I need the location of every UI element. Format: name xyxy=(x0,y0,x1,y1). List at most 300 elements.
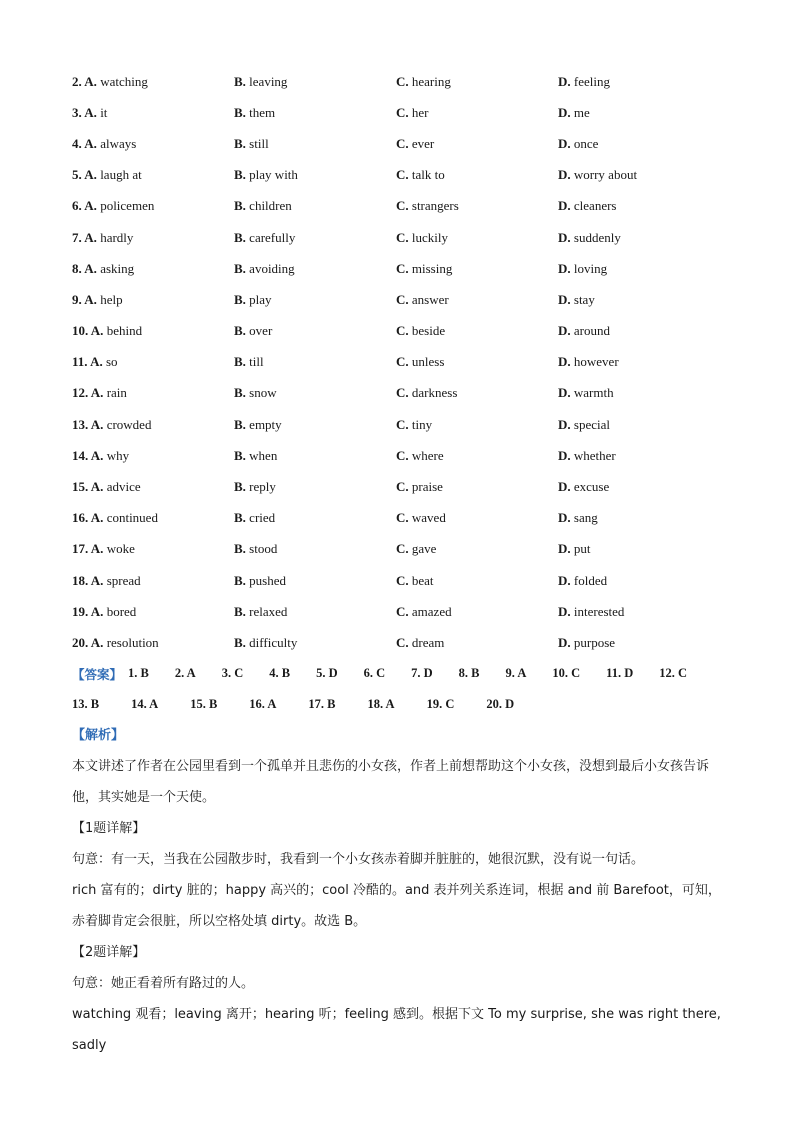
option-row xyxy=(72,440,720,471)
question-2-sentence: 句意：她正看着所有路过的人。 xyxy=(72,976,255,991)
option-cell xyxy=(72,354,234,370)
option-cell xyxy=(72,479,234,495)
option-text: woke xyxy=(106,541,135,557)
option-letter: A. xyxy=(90,354,106,370)
option-text: advice xyxy=(106,479,141,495)
option-letter: B. xyxy=(234,541,250,557)
option-row xyxy=(72,97,720,128)
option-row xyxy=(72,565,720,596)
option-text: why xyxy=(106,447,130,463)
option-letter: D. xyxy=(558,572,574,588)
option-letter: C. xyxy=(396,572,412,588)
option-letter: A. xyxy=(84,135,101,151)
option-letter: B. xyxy=(234,260,250,276)
option-letter: A. xyxy=(90,323,107,339)
option-letter: C. xyxy=(396,510,412,526)
question-number: 16. xyxy=(72,510,91,526)
option-letter: A. xyxy=(84,104,101,120)
option-cell xyxy=(72,230,234,246)
option-cell xyxy=(234,261,396,277)
option-cell xyxy=(234,573,396,589)
option-cell xyxy=(72,292,234,308)
option-text: around xyxy=(573,323,610,339)
option-cell xyxy=(234,105,396,121)
option-text: reply xyxy=(249,479,276,495)
option-cell xyxy=(72,136,234,152)
option-letter: C. xyxy=(396,354,412,370)
option-letter: A. xyxy=(84,73,101,89)
option-text: beside xyxy=(411,323,446,339)
option-cell xyxy=(396,448,558,464)
option-letter: D. xyxy=(558,291,574,307)
option-letter: D. xyxy=(558,447,574,463)
option-letter: B. xyxy=(234,135,250,151)
option-text: resolution xyxy=(106,634,159,650)
option-text: always xyxy=(100,135,137,151)
option-cell xyxy=(234,479,396,495)
answer-key xyxy=(72,658,713,720)
option-text: asking xyxy=(100,260,135,276)
option-letter: C. xyxy=(396,447,412,463)
option-letter: C. xyxy=(396,323,412,339)
option-text: carefully xyxy=(249,229,296,245)
option-letter: D. xyxy=(558,479,574,495)
option-text: when xyxy=(249,447,278,463)
option-letter: A. xyxy=(84,198,101,214)
options-table xyxy=(72,66,720,659)
option-letter: C. xyxy=(396,260,412,276)
option-text: cried xyxy=(249,510,276,526)
option-letter: B. xyxy=(234,323,250,339)
answer-item: 8. B xyxy=(458,666,480,680)
option-text: purpose xyxy=(573,634,616,650)
option-letter: B. xyxy=(234,603,250,619)
option-text: luckily xyxy=(411,229,448,245)
option-cell xyxy=(558,136,720,152)
option-cell xyxy=(72,167,234,183)
option-text: her xyxy=(411,104,429,120)
option-letter: C. xyxy=(396,229,412,245)
option-letter: A. xyxy=(90,634,107,650)
option-letter: C. xyxy=(396,135,412,151)
option-cell xyxy=(396,541,558,557)
option-letter: D. xyxy=(558,634,574,650)
option-text: put xyxy=(573,541,591,557)
option-row xyxy=(72,596,720,627)
option-text: still xyxy=(249,135,269,151)
answer-item: 12. C xyxy=(659,666,688,680)
option-cell xyxy=(396,385,558,401)
option-text: pushed xyxy=(249,572,287,588)
option-letter: C. xyxy=(396,385,412,401)
option-letter: A. xyxy=(90,510,107,526)
option-text: praise xyxy=(411,479,443,495)
option-text: spread xyxy=(106,572,141,588)
option-text: dream xyxy=(411,634,445,650)
option-letter: C. xyxy=(396,167,412,183)
question-number: 3. xyxy=(72,104,85,120)
option-cell xyxy=(234,510,396,526)
option-letter: B. xyxy=(234,385,250,401)
option-cell xyxy=(558,448,720,464)
option-letter: B. xyxy=(234,198,250,214)
option-cell xyxy=(396,292,558,308)
option-text: snow xyxy=(249,385,277,401)
answer-item: 18. A xyxy=(367,697,395,711)
option-text: stay xyxy=(573,291,595,307)
answer-item: 10. C xyxy=(552,666,581,680)
option-letter: A. xyxy=(90,385,107,401)
option-cell xyxy=(558,635,720,651)
option-row xyxy=(72,284,720,315)
answer-item: 15. B xyxy=(190,697,218,711)
option-text: strangers xyxy=(411,198,459,214)
option-cell xyxy=(558,167,720,183)
question-number: 8. xyxy=(72,260,85,276)
option-text: answer xyxy=(411,291,449,307)
option-text: watching xyxy=(100,73,148,89)
question-number: 17. xyxy=(72,541,91,557)
question-number: 13. xyxy=(72,416,91,432)
option-text: difficulty xyxy=(249,634,298,650)
option-row xyxy=(72,253,720,284)
question-number: 9. xyxy=(72,291,85,307)
option-text: me xyxy=(573,104,590,120)
option-letter: D. xyxy=(558,104,574,120)
option-row xyxy=(72,627,720,658)
option-letter: A. xyxy=(84,167,101,183)
option-cell xyxy=(396,573,558,589)
option-text: cleaners xyxy=(573,198,617,214)
option-cell xyxy=(234,635,396,651)
option-row xyxy=(72,191,720,222)
option-text: sang xyxy=(573,510,598,526)
option-letter: D. xyxy=(558,603,574,619)
option-text: interested xyxy=(573,603,625,619)
option-letter: C. xyxy=(396,416,412,432)
option-cell xyxy=(558,354,720,370)
option-cell xyxy=(396,354,558,370)
answer-item: 2. A xyxy=(174,666,196,680)
option-cell xyxy=(396,635,558,651)
option-letter: B. xyxy=(234,416,250,432)
option-letter: D. xyxy=(558,323,574,339)
option-cell xyxy=(558,573,720,589)
option-text: hardly xyxy=(100,229,134,245)
option-cell xyxy=(72,604,234,620)
option-row xyxy=(72,409,720,440)
option-cell xyxy=(72,105,234,121)
option-letter: C. xyxy=(396,541,412,557)
question-number: 19. xyxy=(72,603,91,619)
option-cell xyxy=(396,479,558,495)
option-row xyxy=(72,347,720,378)
question-number: 15. xyxy=(72,479,91,495)
question-number: 12. xyxy=(72,385,91,401)
option-letter: D. xyxy=(558,167,574,183)
option-text: suddenly xyxy=(573,229,621,245)
option-cell xyxy=(234,541,396,557)
option-letter: C. xyxy=(396,198,412,214)
question-number: 6. xyxy=(72,198,85,214)
option-row xyxy=(72,503,720,534)
question-number: 5. xyxy=(72,167,85,183)
answer-item: 9. A xyxy=(505,666,527,680)
option-letter: D. xyxy=(558,541,574,557)
option-text: warmth xyxy=(573,385,614,401)
question-number: 4. xyxy=(72,135,85,151)
option-cell xyxy=(396,510,558,526)
option-text: excuse xyxy=(573,479,610,495)
option-letter: A. xyxy=(84,291,101,307)
option-text: tiny xyxy=(411,416,433,432)
option-text: rain xyxy=(106,385,127,401)
option-text: missing xyxy=(411,260,453,276)
option-row xyxy=(72,471,720,502)
option-cell xyxy=(396,105,558,121)
answer-item: 4. B xyxy=(269,666,291,680)
option-cell xyxy=(558,604,720,620)
option-letter: B. xyxy=(234,104,250,120)
option-text: children xyxy=(249,198,292,214)
option-cell xyxy=(234,292,396,308)
option-text: bored xyxy=(106,603,137,619)
option-cell xyxy=(234,198,396,214)
option-letter: A. xyxy=(90,447,107,463)
option-cell xyxy=(72,573,234,589)
option-letter: C. xyxy=(396,479,412,495)
option-letter: D. xyxy=(558,135,574,151)
option-text: special xyxy=(573,416,610,432)
option-row xyxy=(72,378,720,409)
question-number: 11. xyxy=(72,354,91,370)
option-text: ever xyxy=(411,135,435,151)
option-letter: B. xyxy=(234,572,250,588)
option-text: continued xyxy=(106,510,158,526)
option-letter: B. xyxy=(234,634,250,650)
answer-line-1 xyxy=(72,658,713,689)
option-text: empty xyxy=(249,416,282,432)
option-cell xyxy=(72,635,234,651)
answer-item: 13. B xyxy=(72,697,100,711)
option-cell xyxy=(396,323,558,339)
option-text: stood xyxy=(249,541,278,557)
option-text: however xyxy=(573,354,619,370)
option-text: talk to xyxy=(411,167,445,183)
option-letter: A. xyxy=(84,229,101,245)
option-letter: B. xyxy=(234,447,250,463)
answer-item: 6. C xyxy=(363,666,386,680)
option-cell xyxy=(72,198,234,214)
option-text: over xyxy=(249,323,273,339)
option-text: gave xyxy=(411,541,437,557)
option-cell xyxy=(72,261,234,277)
question-number: 14. xyxy=(72,447,91,463)
option-letter: A. xyxy=(84,260,101,276)
option-letter: C. xyxy=(396,73,412,89)
analysis-section xyxy=(72,720,732,1061)
answer-item: 1. B xyxy=(128,666,149,680)
option-letter: A. xyxy=(90,572,107,588)
option-cell xyxy=(558,292,720,308)
option-letter: A. xyxy=(90,479,107,495)
option-cell xyxy=(234,167,396,183)
option-text: play xyxy=(249,291,272,307)
option-letter: D. xyxy=(558,354,574,370)
option-cell xyxy=(558,74,720,90)
option-row xyxy=(72,128,720,159)
option-cell xyxy=(234,230,396,246)
option-text: it xyxy=(100,104,108,120)
option-cell xyxy=(234,604,396,620)
option-text: leaving xyxy=(249,73,288,89)
option-row xyxy=(72,222,720,253)
option-text: waved xyxy=(411,510,446,526)
option-text: where xyxy=(411,447,444,463)
option-letter: C. xyxy=(396,603,412,619)
option-cell xyxy=(72,417,234,433)
option-letter: A. xyxy=(90,603,107,619)
option-text: relaxed xyxy=(249,603,288,619)
analysis-summary: 本文讲述了作者在公园里看到一个孤单并且悲伤的小女孩，作者上前想帮助这个小女孩，没想到最后小女孩告诉他，其实她是一个天使。 xyxy=(72,759,710,805)
question-number: 2. xyxy=(72,73,85,89)
option-cell xyxy=(396,604,558,620)
option-cell xyxy=(234,448,396,464)
option-cell xyxy=(234,417,396,433)
option-cell xyxy=(558,510,720,526)
option-cell xyxy=(234,136,396,152)
option-cell xyxy=(558,261,720,277)
option-cell xyxy=(396,261,558,277)
option-cell xyxy=(396,198,558,214)
option-cell xyxy=(72,541,234,557)
answer-item: 5. D xyxy=(316,666,338,680)
question-1-heading: 【1题详解】 xyxy=(72,821,146,836)
option-row xyxy=(72,160,720,191)
option-cell xyxy=(234,385,396,401)
option-cell xyxy=(234,323,396,339)
option-text: crowded xyxy=(106,416,152,432)
option-text: avoiding xyxy=(249,260,295,276)
question-number: 7. xyxy=(72,229,85,245)
option-letter: A. xyxy=(90,541,107,557)
question-1-sentence: 句意：有一天，当我在公园散步时，我看到一个小女孩赤着脚并脏脏的，她很沉默，没有说一句话。 xyxy=(72,852,645,867)
option-cell xyxy=(72,323,234,339)
option-text: beat xyxy=(411,572,434,588)
option-text: laugh at xyxy=(100,167,142,183)
option-letter: B. xyxy=(234,291,250,307)
option-letter: B. xyxy=(234,73,250,89)
option-cell xyxy=(396,167,558,183)
option-letter: D. xyxy=(558,510,574,526)
option-text: darkness xyxy=(411,385,458,401)
option-letter: B. xyxy=(234,167,250,183)
question-number: 10. xyxy=(72,323,91,339)
answer-item: 11. D xyxy=(606,666,634,680)
answer-item: 19. C xyxy=(426,697,455,711)
option-cell xyxy=(234,354,396,370)
option-text: play with xyxy=(249,167,298,183)
option-cell xyxy=(72,74,234,90)
option-text: them xyxy=(249,104,276,120)
option-cell xyxy=(396,230,558,246)
option-cell xyxy=(558,105,720,121)
option-cell xyxy=(72,510,234,526)
option-letter: B. xyxy=(234,354,250,370)
question-2-heading: 【2题详解】 xyxy=(72,945,146,960)
option-cell xyxy=(558,479,720,495)
question-1-explanation: rich 富有的；dirty 脏的；happy 高兴的；cool 冷酷的。and 表并列关系连词，根据 and 前 Barefoot，可知，赤着脚肯定会很脏，所以空格处填 dirty。故选 B。 xyxy=(72,883,721,929)
answer-item: 3. C xyxy=(221,666,244,680)
option-letter: C. xyxy=(396,634,412,650)
option-cell xyxy=(558,198,720,214)
option-text: help xyxy=(100,291,123,307)
answer-item: 17. B xyxy=(308,697,336,711)
option-letter: D. xyxy=(558,229,574,245)
option-letter: D. xyxy=(558,198,574,214)
answer-item: 16. A xyxy=(249,697,277,711)
option-text: worry about xyxy=(573,167,638,183)
option-cell xyxy=(396,417,558,433)
option-letter: B. xyxy=(234,479,250,495)
option-letter: C. xyxy=(396,291,412,307)
option-cell xyxy=(72,448,234,464)
option-cell xyxy=(396,136,558,152)
option-text: behind xyxy=(106,323,143,339)
option-row xyxy=(72,66,720,97)
option-letter: D. xyxy=(558,260,574,276)
question-number: 18. xyxy=(72,572,91,588)
answer-item: 14. A xyxy=(131,697,159,711)
option-text: once xyxy=(573,135,599,151)
option-letter: D. xyxy=(558,385,574,401)
option-text: so xyxy=(105,354,118,370)
option-cell xyxy=(558,385,720,401)
answer-item: 20. D xyxy=(486,697,515,711)
option-text: feeling xyxy=(573,73,610,89)
option-text: folded xyxy=(573,572,608,588)
option-text: amazed xyxy=(411,603,452,619)
option-letter: B. xyxy=(234,510,250,526)
option-cell xyxy=(558,417,720,433)
option-cell xyxy=(558,541,720,557)
option-letter: C. xyxy=(396,104,412,120)
option-letter: A. xyxy=(90,416,107,432)
question-2-explanation: watching 观看；leaving 离开；hearing 听；feeling 感到。根据下文 To my surprise, she was right there, sadly xyxy=(72,1007,721,1053)
option-letter: D. xyxy=(558,73,574,89)
option-text: policemen xyxy=(100,198,155,214)
option-row xyxy=(72,316,720,347)
option-text: loving xyxy=(573,260,608,276)
answer-item: 7. D xyxy=(411,666,433,680)
answer-heading: 【答案】 xyxy=(72,666,123,682)
option-letter: D. xyxy=(558,416,574,432)
option-text: unless xyxy=(411,354,445,370)
question-number: 20. xyxy=(72,634,91,650)
option-text: whether xyxy=(573,447,616,463)
analysis-heading: 【解析】 xyxy=(72,728,125,743)
option-cell xyxy=(234,74,396,90)
option-cell xyxy=(558,230,720,246)
option-letter: B. xyxy=(234,229,250,245)
option-cell xyxy=(72,385,234,401)
option-cell xyxy=(558,323,720,339)
option-text: till xyxy=(249,354,264,370)
option-row xyxy=(72,534,720,565)
option-text: hearing xyxy=(411,73,451,89)
option-cell xyxy=(396,74,558,90)
answer-line-2 xyxy=(72,689,713,720)
